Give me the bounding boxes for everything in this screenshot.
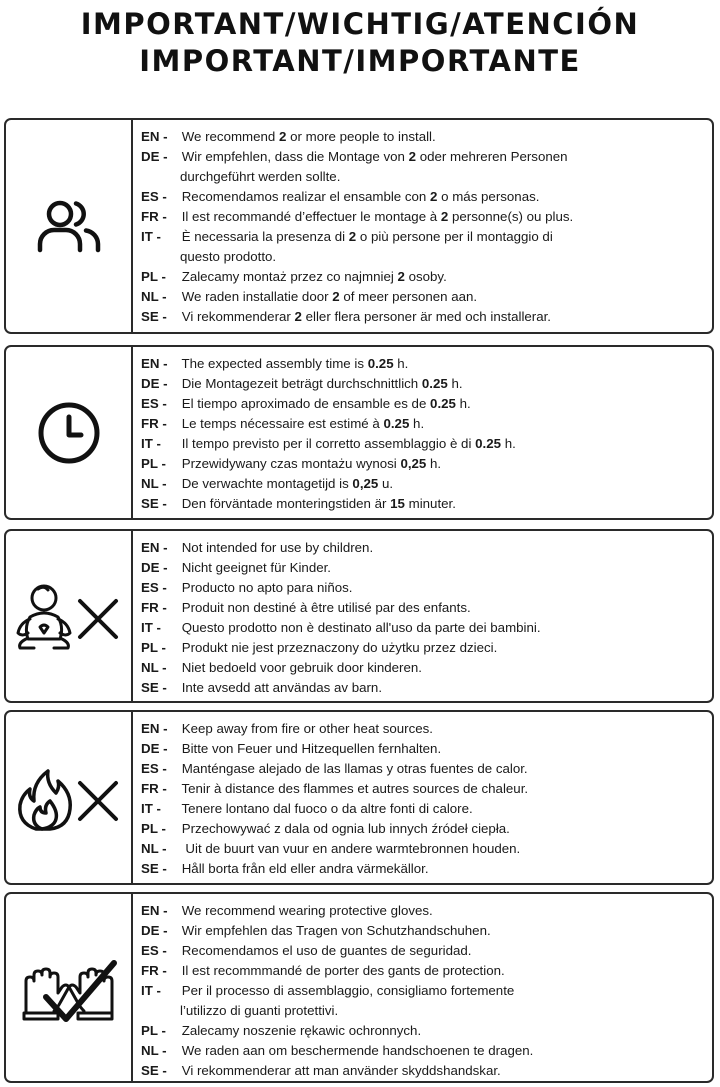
language-code: SE - — [141, 861, 167, 876]
highlighted-value: 2 — [440, 209, 449, 224]
highlighted-value: 0,25 — [352, 476, 379, 491]
section-text — [141, 127, 706, 327]
instruction-line — [141, 267, 706, 287]
section-installers — [4, 118, 714, 334]
instruction-text-end: h. — [409, 416, 425, 431]
language-code: DE - — [141, 149, 168, 164]
language-code: NL - — [141, 1043, 167, 1058]
instruction-line — [141, 941, 706, 961]
instruction-line — [141, 307, 706, 327]
instruction-text-end: oder mehreren Personen — [416, 149, 568, 164]
language-code: ES - — [141, 396, 167, 411]
language-code: PL - — [141, 456, 166, 471]
instruction-line — [141, 658, 706, 678]
instruction-line — [141, 961, 706, 981]
language-code: IT - — [141, 983, 161, 998]
section-fire — [4, 710, 714, 885]
instruction-line — [141, 394, 706, 414]
instruction-text: Przechowywać z dala od ognia lub innych źródeł ciepła. — [178, 821, 510, 836]
instruction-text: Nicht geeignet für Kinder. — [178, 560, 332, 575]
instruction-text: We raden aan om beschermende handschoenen te dragen. — [178, 1043, 534, 1058]
instruction-text-end: of meer personen aan. — [339, 289, 478, 304]
language-code: FR - — [141, 209, 167, 224]
instruction-line — [141, 759, 706, 779]
highlighted-value: 2 — [279, 129, 287, 144]
instruction-text: l’utilizzo di guanti protettivi. — [180, 1003, 339, 1018]
instruction-line — [141, 921, 706, 941]
instruction-text-end: osoby. — [404, 269, 447, 284]
instruction-text: Il est recommandé d’effectuer le montage à — [178, 209, 441, 224]
instruction-line — [141, 1061, 706, 1081]
language-code: DE - — [141, 376, 168, 391]
language-code: SE - — [141, 1063, 167, 1078]
instruction-text: Produit non destiné à être utilisé par des enfants. — [178, 600, 471, 615]
instruction-text-end: h. — [426, 456, 442, 471]
instruction-text: questo prodotto. — [180, 249, 277, 264]
instruction-text: Producto no apto para niños. — [178, 580, 353, 595]
instruction-line — [141, 474, 706, 494]
highlighted-value: 0.25 — [421, 376, 448, 391]
instruction-line — [141, 819, 706, 839]
instruction-text-end: personne(s) ou plus. — [448, 209, 574, 224]
language-code: EN - — [141, 540, 168, 555]
instruction-line — [141, 839, 706, 859]
instruction-text: Den förväntade monteringstiden är — [178, 496, 391, 511]
instruction-line — [141, 187, 706, 207]
instruction-line — [141, 434, 706, 454]
instruction-text: Wir empfehlen das Tragen von Schutzhandschuhen. — [178, 923, 491, 938]
instruction-line — [141, 1001, 706, 1021]
instruction-text: Zalecamy montaż przez co najmniej — [178, 269, 398, 284]
instruction-text-end: u. — [378, 476, 394, 491]
instruction-text: Zalecamy noszenie rękawic ochronnych. — [178, 1023, 422, 1038]
language-code: FR - — [141, 781, 167, 796]
instruction-text-end: h. — [447, 376, 463, 391]
instruction-text: Bitte von Feuer und Hitzequellen fernhalten. — [178, 741, 442, 756]
section-text — [141, 354, 706, 514]
language-code: NL - — [141, 841, 167, 856]
highlighted-value: 2 — [294, 309, 302, 324]
instruction-text: We recommend wearing protective gloves. — [178, 903, 433, 918]
language-code: SE - — [141, 680, 167, 695]
instruction-line — [141, 901, 706, 921]
language-code: ES - — [141, 761, 167, 776]
highlighted-value: 15 — [390, 496, 405, 511]
instruction-line — [141, 1021, 706, 1041]
instruction-line — [141, 354, 706, 374]
highlighted-value: 0.25 — [367, 356, 394, 371]
instruction-text: Produkt nie jest przeznaczony do użytku przez dzieci. — [178, 640, 498, 655]
language-code: IT - — [141, 229, 161, 244]
instruction-text: Vi rekommenderar att man använder skyddshandskar. — [178, 1063, 501, 1078]
no-children-icon — [14, 581, 124, 651]
instruction-text: Inte avsedd att användas av barn. — [178, 680, 383, 695]
language-code: ES - — [141, 189, 167, 204]
instruction-line — [141, 538, 706, 558]
instruction-text: Per il processo di assemblaggio, consigliamo fortemente — [178, 983, 515, 998]
highlighted-value: 0,25 — [400, 456, 427, 471]
language-code: EN - — [141, 356, 168, 371]
instruction-line — [141, 1041, 706, 1061]
language-code: IT - — [141, 436, 161, 451]
instruction-text: Questo prodotto non è destinato all'uso da parte dei bambini. — [178, 620, 541, 635]
highlighted-value: 2 — [397, 269, 405, 284]
instruction-text: Uit de buurt van vuur en andere warmtebronnen houden. — [178, 841, 521, 856]
icon-cell — [6, 712, 133, 883]
section-children — [4, 529, 714, 703]
instruction-line — [141, 127, 706, 147]
language-code: IT - — [141, 801, 161, 816]
instruction-text-end: o más personas. — [437, 189, 540, 204]
instruction-line — [141, 981, 706, 1001]
page-title-line-2: IMPORTANT/IMPORTANTE — [139, 44, 581, 78]
instruction-line — [141, 414, 706, 434]
language-code: ES - — [141, 580, 167, 595]
highlighted-value: 2 — [408, 149, 417, 164]
instruction-text: Håll borta från eld eller andra värmekällor. — [178, 861, 429, 876]
section-text — [141, 538, 706, 698]
language-code: FR - — [141, 963, 167, 978]
instruction-text-end: o più persone per il montaggio di — [356, 229, 553, 244]
instruction-text: Vi rekommenderar — [178, 309, 295, 324]
language-code: FR - — [141, 416, 167, 431]
instruction-line — [141, 779, 706, 799]
page-title-line-1: IMPORTANT/WICHTIG/ATENCIÓN — [80, 7, 640, 41]
instruction-text: The expected assembly time is — [178, 356, 368, 371]
instruction-line — [141, 618, 706, 638]
instruction-line — [141, 227, 706, 247]
language-code: NL - — [141, 660, 167, 675]
instruction-text: Tenir à distance des flammes et autres sources de chaleur. — [178, 781, 529, 796]
language-code: EN - — [141, 129, 168, 144]
section-gloves — [4, 892, 714, 1083]
instruction-text: El tiempo aproximado de ensamble es de — [178, 396, 431, 411]
instruction-text-end: minuter. — [404, 496, 456, 511]
instruction-text: We raden installatie door — [178, 289, 333, 304]
icon-cell — [6, 120, 133, 332]
instruction-text-end: or more people to install. — [286, 129, 436, 144]
highlighted-value: 2 — [430, 189, 438, 204]
language-code: EN - — [141, 903, 168, 918]
instruction-line — [141, 678, 706, 698]
instruction-text: Niet bedoeld voor gebruik door kinderen. — [178, 660, 422, 675]
instruction-text-end: h. — [501, 436, 516, 451]
language-code: DE - — [141, 560, 168, 575]
instruction-text-end: h. — [455, 396, 471, 411]
instruction-line — [141, 598, 706, 618]
language-code: EN - — [141, 721, 168, 736]
instruction-text: È necessaria la presenza di — [178, 229, 349, 244]
instruction-text: Il tempo previsto per il corretto assemblaggio è di — [178, 436, 476, 451]
highlighted-value: 0.25 — [383, 416, 410, 431]
language-code: PL - — [141, 269, 166, 284]
language-code: PL - — [141, 1023, 166, 1038]
gloves-check-icon — [16, 953, 122, 1023]
highlighted-value: 2 — [332, 289, 340, 304]
language-code: FR - — [141, 600, 167, 615]
instruction-text: Il est recommmandé de porter des gants de protection. — [178, 963, 505, 978]
instruction-text: durchgeführt werden sollte. — [180, 169, 341, 184]
instruction-line — [141, 558, 706, 578]
instruction-text: Not intended for use by children. — [178, 540, 374, 555]
highlighted-value: 0.25 — [430, 396, 456, 411]
instruction-line — [141, 739, 706, 759]
highlighted-value: 2 — [348, 229, 357, 244]
instruction-text: Die Montagezeit beträgt durchschnittlich — [178, 376, 422, 391]
language-code: DE - — [141, 923, 168, 938]
instruction-line — [141, 638, 706, 658]
page-title — [0, 6, 720, 80]
instruction-line — [141, 719, 706, 739]
language-code: NL - — [141, 476, 167, 491]
instruction-text: Manténgase alejado de las llamas y otras fuentes de calor. — [178, 761, 528, 776]
language-code: SE - — [141, 496, 167, 511]
language-code: PL - — [141, 821, 166, 836]
instruction-text: Recomendamos realizar el ensamble con — [178, 189, 431, 204]
instruction-text: We recommend — [178, 129, 279, 144]
section-assembly-time — [4, 345, 714, 520]
two-people-icon — [36, 198, 102, 254]
instruction-line — [141, 578, 706, 598]
instruction-text: Przewidywany czas montażu wynosi — [178, 456, 401, 471]
instruction-line — [141, 799, 706, 819]
instruction-text-end: h. — [393, 356, 409, 371]
instruction-line — [141, 247, 706, 267]
section-text — [141, 901, 706, 1081]
instruction-text: De verwachte montagetijd is — [178, 476, 353, 491]
language-code: ES - — [141, 943, 167, 958]
instruction-line — [141, 859, 706, 879]
language-code: IT - — [141, 620, 161, 635]
instruction-line — [141, 167, 706, 187]
instruction-line — [141, 287, 706, 307]
icon-cell — [6, 894, 133, 1081]
instruction-line — [141, 374, 706, 394]
highlighted-value: 0.25 — [475, 436, 501, 451]
instruction-text: Tenere lontano dal fuoco o da altre fonti di calore. — [178, 801, 473, 816]
no-fire-icon — [14, 763, 124, 833]
language-code: SE - — [141, 309, 167, 324]
instruction-text: Wir empfehlen, dass die Montage von — [178, 149, 409, 164]
instruction-line — [141, 454, 706, 474]
clock-icon — [37, 401, 101, 465]
instruction-line — [141, 494, 706, 514]
instruction-text: Keep away from fire or other heat sources. — [178, 721, 433, 736]
language-code: DE - — [141, 741, 168, 756]
instruction-text: Recomendamos el uso de guantes de seguridad. — [178, 943, 472, 958]
language-code: NL - — [141, 289, 167, 304]
instruction-text: Le temps nécessaire est estimé à — [178, 416, 384, 431]
instruction-text-end: eller flera personer är med och installerar. — [301, 309, 552, 324]
language-code: PL - — [141, 640, 166, 655]
icon-cell — [6, 347, 133, 518]
section-text — [141, 719, 706, 879]
icon-cell — [6, 531, 133, 701]
instruction-line — [141, 207, 706, 227]
instruction-line — [141, 147, 706, 167]
